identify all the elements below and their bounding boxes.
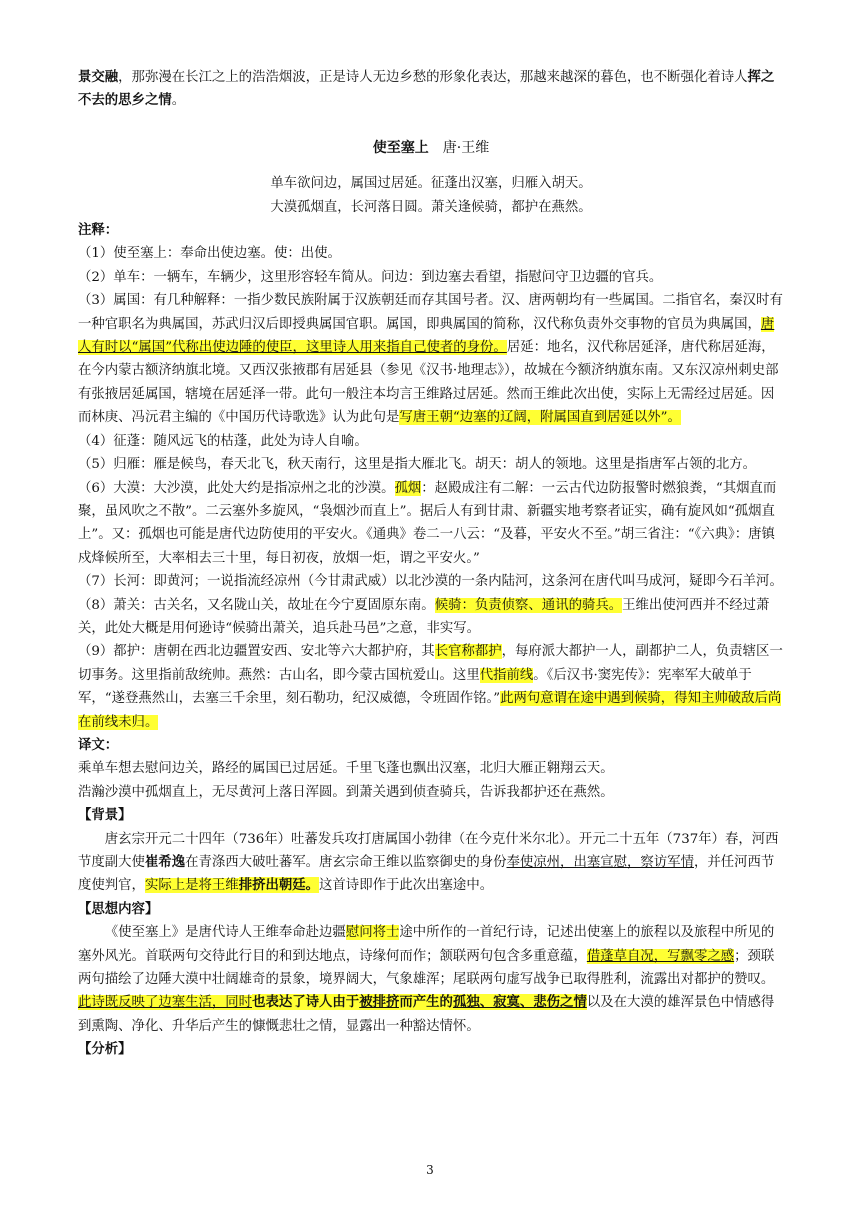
background-paragraph xyxy=(78,828,784,898)
background-a: 唐玄宗开元二十四年（736年）吐蕃发兵攻打唐属国小勃律（在今克什米尔北）。开元二十五年（737年）春，河西节度副大使 xyxy=(78,831,779,870)
note-3-a: （3）属国：有几种解释：一指少数民族附属于汉族朝廷而存其国号者。汉、唐两朝均有一些属国。二指官名，秦汉时有一种官职名为典属国，苏武归汉后即授典属国官职。属国，即典属国的简称，汉代称负责外交事物的官员为典属国， xyxy=(78,293,783,332)
background-highlight-bold: 排挤出朝廷。 xyxy=(238,877,320,894)
intro-bold-2: 挥之不去的思乡之情 xyxy=(78,69,775,109)
note-3-highlight-2: 写唐王朝“边塞的辽阔，附属国直到居延以外”。 xyxy=(399,410,681,426)
thought-paragraph xyxy=(78,921,784,1038)
translation-line-2: 浩瀚沙漠中孤烟直上，无尽黄河上落日浑圆。到萧关遇到侦查骑兵，告诉我都护还在燕然。 xyxy=(78,784,614,800)
poem-title xyxy=(78,137,784,160)
note-2: （2）单车：一辆车，车辆少，这里形容轻车简从。问边：到边塞去看望，指慰问守卫边疆的官兵。 xyxy=(78,269,663,285)
note-3-highlight-1: 唐人有时以“属国”代称出使边陲的使臣，这里诗人用来指自己使者的身份。 xyxy=(78,316,775,356)
poem-title-text: 使至塞上 xyxy=(372,139,429,156)
background-underline: 奉使凉州，出塞宣慰，察访军情 xyxy=(506,855,694,870)
intro-paragraph xyxy=(78,66,784,113)
thought-highlight-5: 被排挤 xyxy=(359,994,400,1011)
intro-bold-1: 景交融 xyxy=(78,69,119,85)
note-8-c: 王维出使河西并不经过萧关，此处大概是用何逊诗“候骑出萧关，追兵赴马邑”之意，非实写。 xyxy=(78,597,770,636)
thought-c: 途中所作的一首纪行诗，记述出使塞上的旅程以及旅程中所见的塞外风光。首联两句交待此行目的和到达地点，诗缘何而作；颔联两句包含多重意蕴， xyxy=(78,925,775,964)
note-6-a: （6）大漠：大沙漠，此处大约是指凉州之北的沙漠。 xyxy=(78,480,395,496)
background-name: 崔希逸 xyxy=(144,854,186,870)
note-3 xyxy=(78,289,784,429)
note-8-a: （8）萧关：古关名，又名陇山关，故址在今宁夏固原东南。 xyxy=(78,597,435,613)
note-8-highlight: 候骑：负责侦察、通讯的骑兵。 xyxy=(434,597,623,613)
thought-e: ；颈联两句描绘了边陲大漠中壮阔雄奇的景象，境界阔大，气象雄浑；尾联两句虚写战争已取得胜利，流露出对都护的赞叹。 xyxy=(78,948,775,988)
thought-k: 以及在大漠的雄浑景色中情感得到熏陶、净化、升华后产生的慷慨悲壮之情，显露出一种豁达情怀。 xyxy=(78,995,775,1034)
note-9-a: （9）都护：唐朝在西北边疆置安西、安北等六大都护府，其 xyxy=(78,644,435,660)
thought-highlight-2: 借蓬草自况，写飘零之感 xyxy=(586,948,735,964)
page-number: 3 xyxy=(426,1163,434,1177)
note-6 xyxy=(78,477,784,571)
note-3-c: 居延：地名，汉代称居延泽，唐代称居延海，在今内蒙古额济纳旗北境。又西汉张掖郡有居延县（参见《汉书·地理志》），故城在今额济纳旗东南。又东汉凉州刺史部有张掖居延属国，辖境在居延泽一带。此句一般注本均言王维路过居延。然而王维此次出使，实际上无需经过居延。因而林庚、冯沅君主编的《中国历代诗歌选》认为此句是 xyxy=(78,340,779,426)
note-9-e: 。《后汉书·窦宪传》：宪率军大破单于军，“遂登燕然山，去塞三千余里，刻石勒功，纪汉威德，令班固作铭。” xyxy=(78,667,752,707)
background-c: 在青涤西大破吐蕃军。唐玄宗命王维以监察御史的身份 xyxy=(185,855,507,870)
note-9-highlight-3: 此两句意谓在途中遇到候骑，得知主帅破敌后尚在前线未归。 xyxy=(78,691,782,730)
translation-heading: 译文： xyxy=(78,736,119,753)
translation-line-1: 乘单车想去慰问边关，路经的属国已过居延。千里飞蓬也飘出汉塞，北归大雁正翱翔云天。 xyxy=(78,761,614,777)
thought-heading: 【思想内容】 xyxy=(78,900,159,917)
thought-highlight-6: 而产生的 xyxy=(399,994,453,1011)
note-9-c: ，每府派大都护一人，副都护二人，负责辖区一切事务。这里指前敌统帅。燕然：古山名，即今蒙古国杭爱山。这里 xyxy=(78,644,783,683)
intro-text: ，那弥漫在长江之上的浩浩烟波，正是诗人无边乡愁的形象化表达，那越来越深的暮色，也不断强化着诗人 xyxy=(118,70,748,85)
background-h: 这首诗即作于此次出塞途中。 xyxy=(319,878,494,894)
thought-highlight-1: 慰问将士 xyxy=(345,925,400,941)
note-7: （7）长河：即黄河；一说指流经凉州（今甘肃武威）以北沙漠的一条内陆河，这条河在唐代叫马成河，疑即今石羊河。 xyxy=(78,574,783,590)
poem-body xyxy=(78,172,784,219)
poem-author: 唐·王维 xyxy=(442,139,490,156)
thought-highlight-3: 此诗既反映了边塞生活，同时 xyxy=(78,995,253,1011)
note-8 xyxy=(78,594,784,641)
poem-line-1: 单车欲问边，属国过居延。征蓬出汉塞，归雁入胡天。 xyxy=(270,176,592,192)
note-9-highlight-1: 长官称都护 xyxy=(434,644,502,660)
note-1: （1）使至塞上：奉命出使边塞。使：出使。 xyxy=(78,246,341,262)
thought-highlight-4: 也表达了诗人由于 xyxy=(252,994,360,1011)
note-5: （5）归雁：雁是候鸟，春天北飞，秋天南行，这里是指大雁北飞。胡天：胡人的领地。这里是指唐军占领的北方。 xyxy=(78,457,757,473)
notes-heading: 注释： xyxy=(78,222,119,239)
note-9-highlight-2: 代指前线 xyxy=(479,667,534,683)
document-page xyxy=(78,66,784,1062)
background-heading: 【背景】 xyxy=(78,807,132,824)
thought-a: 《使至塞上》是唐代诗人王维奉命赴边疆 xyxy=(104,925,346,941)
note-6-highlight: 孤烟 xyxy=(394,480,422,496)
analysis-heading: 【分析】 xyxy=(78,1041,132,1058)
poem-line-2: 大漠孤烟直，长河落日圆。萧关逢候骑，都护在燕然。 xyxy=(270,199,592,215)
note-4: （4）征蓬：随风远飞的枯蓬，此处为诗人自喻。 xyxy=(78,433,368,449)
background-e: ，并任河西节度使判官， xyxy=(78,855,775,894)
note-9 xyxy=(78,640,784,734)
thought-highlight-7: 孤独、寂寞、悲伤之情 xyxy=(452,994,587,1011)
background-highlight: 实际上是将王维 xyxy=(144,878,239,894)
intro-end: 。 xyxy=(171,93,186,109)
note-6-c: ：赵殿成注有二解：一云古代边防报警时燃狼粪，“其烟直而聚，虽风吹之不散”。二云塞外多旋风，“袅烟沙而直上”。据后人有到甘肃、新疆实地考察者证实，确有旋风如“孤烟直上”。又：孤烟也可能是唐代边防使用的平安火。《通典》卷二一八云：“及暮，平安火不至。”胡三省注：“《六典》：唐镇戍烽候所至，大率相去三十里，每日初夜，放烟一炬，谓之平安火。” xyxy=(78,480,777,566)
